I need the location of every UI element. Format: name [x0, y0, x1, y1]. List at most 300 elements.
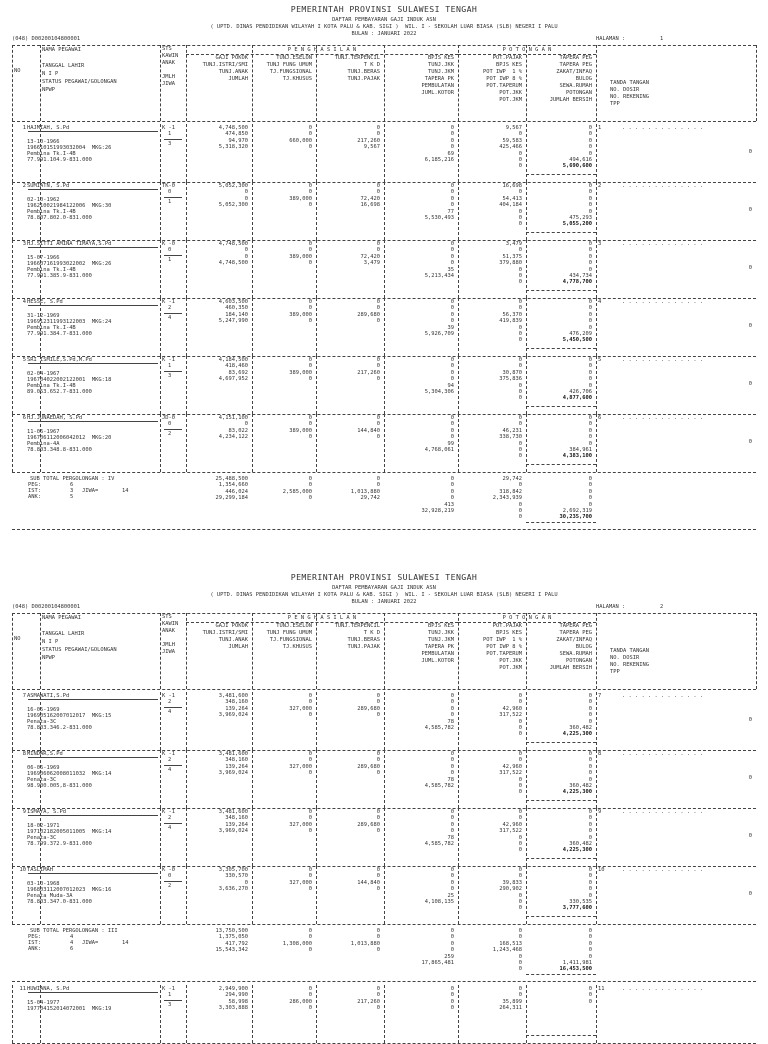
- employee-number: 9: [22, 809, 26, 815]
- page-label: HALAMAN :: [596, 604, 626, 610]
- employee-c8: 0: [588, 867, 592, 873]
- col-signature: NO. DOSIR: [610, 655, 640, 661]
- net-rule: [526, 406, 596, 407]
- employee-c8: 0: [588, 992, 592, 999]
- employee-c6: 0: [450, 867, 454, 873]
- rank: Penata-3C: [27, 719, 57, 725]
- employee-c8: 0: [588, 879, 592, 886]
- col-col7: POT IWP 1 %: [483, 69, 522, 75]
- row-col-rule: [160, 866, 161, 924]
- potongan-title: P O T O N G A N: [502, 47, 552, 53]
- employee-c8: 0: [588, 892, 592, 899]
- row-col-rule: [160, 356, 161, 414]
- col-signature: NO. DOSIR: [610, 87, 640, 93]
- employee-c4: 0: [308, 363, 312, 370]
- dosir-number: 4: [598, 299, 602, 305]
- employee-name: HAJMIAH, S.Pd: [27, 125, 70, 131]
- employee-c4: 0: [308, 299, 312, 305]
- employee-c7: 379,880: [499, 260, 522, 267]
- employee-c8: 0: [588, 815, 592, 822]
- employee-c8: 0: [588, 311, 592, 318]
- employee-c8: 0: [588, 699, 592, 706]
- employee-c5: 0: [376, 125, 380, 131]
- employee-number: 4: [22, 299, 26, 305]
- employee-c8: 0: [588, 382, 592, 389]
- col-col8: TAPERA PEG: [559, 62, 592, 68]
- col-col7: POT.PAJAK: [492, 55, 522, 61]
- signature-line: . . . . . . . . . . . . .: [622, 183, 704, 189]
- col-col4: TJ.FUNGSIONAL: [269, 637, 312, 643]
- employee-c3: 348,160: [225, 815, 248, 822]
- employee-c6: 0: [450, 809, 454, 815]
- npwp: 78.803.346.2-831.000: [27, 725, 92, 731]
- subtotal-c7: 0: [518, 934, 522, 941]
- employee-c6: 0: [450, 998, 454, 1005]
- subtotal-c8: 0: [588, 953, 592, 960]
- employee-name: ISMAYA, S.Pd: [27, 809, 66, 815]
- employee-c4: 0: [308, 757, 312, 764]
- col-col3: TUNJ.ISTRI/SMI: [202, 630, 248, 636]
- col-col8: BULOG: [575, 644, 592, 650]
- employee-c8: 475,293: [569, 215, 592, 221]
- employee-c3: 330,570: [225, 873, 248, 880]
- employee-c3: 348,160: [225, 757, 248, 764]
- col-signature: NO. REKENING: [610, 94, 649, 100]
- unit-name: ( UPTD. DINAS PENDIDIKAN WILAYAH I KOTA PALU & KAB. SIGI ) WIL. I - SEKOLAH LUAR BIASA (SLB) NEGERI I PALU: [210, 24, 558, 30]
- employee-c5: 0: [376, 699, 380, 706]
- employee-c7: 0: [518, 415, 522, 421]
- employee-c8: 0: [588, 763, 592, 770]
- employee-c7: 317,522: [499, 712, 522, 719]
- subtotal-c3: 417,792: [225, 940, 248, 947]
- employee-c8: 0: [588, 253, 592, 260]
- employee-c8: 0: [588, 776, 592, 783]
- employee-c3: 4,748,500: [218, 260, 248, 267]
- nip: 196704022002122001 MKG:18: [27, 377, 112, 383]
- status-rule: [164, 881, 182, 882]
- col-employee: NAMA PEGAWAI: [42, 615, 81, 621]
- col-col7: POT.JKK: [499, 658, 522, 664]
- employee-c6: 0: [450, 318, 454, 325]
- employee-c3: 4,748,500: [218, 241, 248, 247]
- employee-c7: 0: [518, 751, 522, 757]
- employee-c4: 0: [308, 183, 312, 189]
- employee-c7: 404,184: [499, 202, 522, 209]
- tpp: 0: [748, 149, 752, 155]
- family-count: 1: [168, 199, 172, 205]
- col-col7: POT IWP 8 %: [486, 76, 522, 82]
- col-col8: SEWA.RUMAH: [559, 651, 592, 657]
- employee-c6: 5,304,306: [424, 389, 454, 395]
- status-rule: [164, 139, 182, 140]
- col-employee: STATUS PEGAWAI/GOLONGAN: [42, 647, 117, 653]
- subtotal-c8: 2,692,319: [562, 508, 592, 514]
- col-col4: TJ.FUNGSIONAL: [269, 69, 312, 75]
- col-no: NO: [14, 636, 21, 642]
- employee-c6: 94: [447, 382, 454, 389]
- row-left-rule: [12, 240, 13, 298]
- name-underline: [28, 757, 158, 758]
- employee-c8: 0: [588, 873, 592, 880]
- npwp: 78.803.347.0-831.000: [27, 899, 92, 905]
- employee-c4: 0: [308, 247, 312, 254]
- children-count: 0: [168, 189, 172, 195]
- net-pay: 3,777,600: [562, 905, 592, 912]
- employee-c4: 0: [308, 699, 312, 706]
- employee-c8: 0: [588, 434, 592, 441]
- employee-c6: 0: [450, 376, 454, 383]
- employee-c5: 0: [376, 757, 380, 764]
- dosir-number: 10: [598, 867, 605, 873]
- birth-date: 16-05-1969: [27, 707, 60, 713]
- net-rule: [526, 174, 596, 175]
- name-underline: [28, 131, 158, 132]
- col-col8: SEWA.RUMAH: [559, 83, 592, 89]
- rank: Pembina Tk.I-4B: [27, 151, 76, 157]
- employee-c3: 2,949,900: [218, 986, 248, 992]
- family-count: 1: [168, 257, 172, 263]
- birth-date: 02-04-1967: [27, 371, 60, 377]
- page-label: HALAMAN :: [596, 36, 626, 42]
- dosir-number: 8: [598, 751, 602, 757]
- subtotal-c8: 0: [588, 482, 592, 489]
- row-col-rule: [596, 298, 597, 356]
- signature-line: . . . . . . . . . . . . .: [622, 867, 704, 873]
- npwp: 98.900.005,8-831.000: [27, 783, 92, 789]
- name-underline: [28, 247, 158, 248]
- col-col4: TUNJ FUNG UMUM: [266, 62, 312, 68]
- employee-c3: 4,697,952: [218, 376, 248, 383]
- employee-c3: 0: [244, 247, 248, 254]
- employee-c8: 0: [588, 202, 592, 209]
- employee-name: TASLIMAH: [27, 867, 53, 873]
- employee-c8: 0: [588, 324, 592, 331]
- marital-status: K -1: [162, 125, 175, 131]
- employee-c7: 54,413: [502, 195, 522, 202]
- employee-c6: 0: [450, 357, 454, 363]
- period: BULAN : JANUARI 2022: [351, 31, 417, 37]
- employee-c6: 25: [447, 892, 454, 899]
- employee-c7: 290,902: [499, 886, 522, 893]
- employee-c6: 0: [450, 705, 454, 712]
- employee-c6: 0: [450, 1005, 454, 1012]
- employee-c4: 0: [308, 318, 312, 325]
- employee-number: 11: [19, 986, 26, 992]
- name-underline: [28, 873, 158, 874]
- employee-c7: 375,836: [499, 376, 522, 383]
- subtotal-peg-label: PEG:: [28, 482, 41, 488]
- employee-c6: 0: [450, 299, 454, 305]
- employee-c6: 0: [450, 712, 454, 719]
- employee-c7: 42,960: [502, 821, 522, 828]
- employee-c7: 42,960: [502, 763, 522, 770]
- subtotal-c8: 1,411,981: [562, 960, 592, 966]
- employee-c4: 0: [308, 357, 312, 363]
- employee-c7: 0: [518, 718, 522, 725]
- employee-c6: 0: [450, 986, 454, 992]
- npwp: 77.991.384.7-831.000: [27, 331, 92, 337]
- employee-number: 1: [22, 125, 26, 131]
- employee-name: HJ.JUNAEDAH, S.Pd: [27, 415, 83, 421]
- employee-c6: 0: [450, 305, 454, 312]
- employee-c6: 0: [450, 189, 454, 196]
- net-rule: [526, 742, 596, 743]
- employee-c7: 0: [518, 440, 522, 447]
- employee-c7: 0: [518, 389, 522, 395]
- col-col7: BPJS KES: [496, 62, 522, 68]
- subtotal-c7: 318,842: [499, 488, 522, 495]
- employee-c7: 0: [518, 809, 522, 815]
- employee-c3: 3,969,024: [218, 712, 248, 719]
- dosir-number: 11: [598, 986, 605, 992]
- employee-c7: 0: [518, 834, 522, 841]
- employee-c7: 0: [518, 279, 522, 286]
- name-underline: [28, 189, 158, 190]
- employee-c7: 0: [518, 783, 522, 789]
- employee-c5: 0: [376, 376, 380, 383]
- employee-c7: 0: [518, 363, 522, 370]
- subtotal-net-rule: [526, 974, 596, 975]
- subtotal-ist-label: IST:: [28, 488, 41, 494]
- employee-c7: 9,567: [505, 125, 522, 131]
- employee-c6: 0: [450, 363, 454, 370]
- employee-c6: 4,585,782: [424, 725, 454, 731]
- row-left-rule: [12, 866, 13, 924]
- subtotal-c8: 0: [588, 934, 592, 941]
- net-pay: 5,690,600: [562, 163, 592, 170]
- status-rule: [164, 197, 182, 198]
- table-left-rule: [12, 45, 13, 121]
- employee-c6: 69: [447, 150, 454, 157]
- net-rule: [526, 464, 596, 465]
- employee-c6: 0: [450, 137, 454, 144]
- employee-c4: 0: [308, 131, 312, 138]
- employee-c6: 0: [450, 873, 454, 880]
- page-subtitle: DAFTAR PEMBAYARAN GAJI INDUK ASN: [332, 585, 436, 591]
- subtotal-c7: 0: [518, 960, 522, 966]
- row-left-rule: [12, 298, 13, 356]
- children-count: 2: [168, 815, 172, 821]
- col-col7: POT IWP 8 %: [486, 644, 522, 650]
- employee-c4: 0: [308, 873, 312, 880]
- employee-c4: 0: [308, 770, 312, 777]
- employee-c6: 0: [450, 247, 454, 254]
- employee-c8: 330,535: [569, 899, 592, 905]
- subtotal-jiwa: 14: [122, 488, 129, 494]
- employee-c3: 5,052,300: [218, 202, 248, 209]
- subtotal-c3: 15,543,342: [215, 947, 248, 954]
- col-col3: JUMLAH: [228, 76, 248, 82]
- employee-c4: 0: [308, 189, 312, 196]
- employee-c8: 0: [588, 299, 592, 305]
- tpp: 0: [748, 775, 752, 781]
- employee-c6: 78: [447, 834, 454, 841]
- col-employee: N I P: [42, 71, 59, 77]
- birth-date: 11-06-1967: [27, 429, 60, 435]
- subtotal-c5: 0: [376, 947, 380, 954]
- employee-c3: 0: [244, 189, 248, 196]
- col-col3: GAJI POKOK: [215, 623, 248, 629]
- signature-line: . . . . . . . . . . . . .: [622, 809, 704, 815]
- employee-c4: 0: [308, 712, 312, 719]
- employee-c7: 317,522: [499, 828, 522, 835]
- employee-c7: 30,870: [502, 369, 522, 376]
- employee-c4: 389,000: [289, 427, 312, 434]
- family-count: 3: [168, 141, 172, 147]
- employee-c7: 0: [518, 847, 522, 854]
- employee-c3: 83,022: [228, 427, 248, 434]
- employee-c8: 0: [588, 363, 592, 370]
- header-col-rule: [160, 613, 161, 689]
- employee-c8: 0: [588, 718, 592, 725]
- employee-c8: 0: [588, 369, 592, 376]
- subtotal-c8: 0: [588, 928, 592, 934]
- employee-c4: 0: [308, 815, 312, 822]
- subtotal-c6: 0: [450, 476, 454, 482]
- signature-line: . . . . . . . . . . . . .: [622, 241, 704, 247]
- col-col4: TUNJ.ESELON: [276, 623, 312, 629]
- dosir-number: 3: [598, 241, 602, 247]
- employee-c6: 0: [450, 369, 454, 376]
- employee-c7: 317,522: [499, 770, 522, 777]
- dosir-number: 2: [598, 183, 602, 189]
- col-status: JIWA: [162, 649, 175, 655]
- subtotal-c7: 2,343,939: [492, 495, 522, 502]
- employee-c7: 0: [518, 208, 522, 215]
- row-col-rule: [596, 808, 597, 866]
- employee-c5: 0: [376, 241, 380, 247]
- signature-line: . . . . . . . . . . . . .: [622, 357, 704, 363]
- signature-line: . . . . . . . . . . . . .: [622, 693, 704, 699]
- employee-c4: 389,000: [289, 253, 312, 260]
- tpp: 0: [748, 323, 752, 329]
- subtotal-rule: [12, 981, 756, 982]
- nip: 196607161993022002 MKG:26: [27, 261, 112, 267]
- col-col6: TUNJ.JKM: [428, 69, 454, 75]
- employee-c6: 0: [450, 992, 454, 999]
- subtotal-ank: 5: [70, 494, 74, 500]
- children-count: 2: [168, 305, 172, 311]
- employee-c7: 0: [518, 867, 522, 873]
- row-left-rule: [12, 985, 13, 1043]
- employee-c5: 0: [376, 809, 380, 815]
- table-right-rule: [756, 45, 757, 121]
- net-rule: [526, 800, 596, 801]
- subtotal-c4: 0: [308, 928, 312, 934]
- col-col3: TUNJ.ISTRI/SMI: [202, 62, 248, 68]
- nip: 196912311993122003 MKG:24: [27, 319, 112, 325]
- subtotal-c7: 0: [518, 501, 522, 508]
- col-col7: POT.JKM: [499, 97, 522, 103]
- subtotal-c5: 1,013,880: [350, 488, 380, 495]
- family-count: 3: [168, 1002, 172, 1008]
- employee-c7: 0: [518, 776, 522, 783]
- employee-c4: 0: [308, 992, 312, 999]
- employee-c3: 3,481,600: [218, 693, 248, 699]
- employee-c5: 289,680: [357, 311, 380, 318]
- subtotal-c8: 0: [588, 495, 592, 502]
- employee-c4: 0: [308, 867, 312, 873]
- employee-c8: 0: [588, 751, 592, 757]
- row-col-rule: [160, 240, 161, 298]
- employee-c7: 0: [518, 273, 522, 279]
- subtotal-c4: 0: [308, 495, 312, 502]
- employee-c6: 4,585,782: [424, 841, 454, 847]
- col-employee: TANGGAL LAHIR: [42, 631, 85, 637]
- employee-c6: 0: [450, 699, 454, 706]
- employee-c7: 0: [518, 699, 522, 706]
- employee-c5: 0: [376, 415, 380, 421]
- employee-c4: 0: [308, 809, 312, 815]
- employee-c3: 0: [244, 195, 248, 202]
- employee-c8: 0: [588, 757, 592, 764]
- employee-c3: 0: [244, 253, 248, 260]
- status-rule: [164, 429, 182, 430]
- employee-c4: 0: [308, 1005, 312, 1012]
- employee-c7: 0: [518, 131, 522, 138]
- employee-c3: 3,303,888: [218, 1005, 248, 1012]
- row-col-rule: [160, 124, 161, 182]
- col-no: NO: [14, 68, 21, 74]
- name-underline: [28, 992, 158, 993]
- employee-c8: 0: [588, 195, 592, 202]
- status-rule: [164, 255, 182, 256]
- col-col4: TJ.KHUSUS: [282, 76, 312, 82]
- employee-c5: 0: [376, 305, 380, 312]
- rank: Penata Muda-3A: [27, 893, 73, 899]
- net-pay: 16,453,500: [559, 966, 592, 973]
- header-col-rule: [40, 613, 41, 689]
- birth-date: 03-10-1968: [27, 881, 60, 887]
- employee-c7: 264,311: [499, 1005, 522, 1012]
- doc-code: (048) D00200104800001: [12, 604, 81, 610]
- employee-number: 3: [22, 241, 26, 247]
- marital-status: K -1: [162, 751, 175, 757]
- subtotal-c7: 29,742: [502, 476, 522, 482]
- marital-status: K -0: [162, 241, 175, 247]
- employee-c3: 5,052,300: [218, 183, 248, 189]
- employee-c7: 0: [518, 453, 522, 460]
- col-col7: POT IWP 1 %: [483, 637, 522, 643]
- employee-c6: 99: [447, 440, 454, 447]
- employee-c3: 4,603,500: [218, 299, 248, 305]
- employee-c5: 72,420: [360, 253, 380, 260]
- employee-c5: 0: [376, 693, 380, 699]
- col-col7: POT.PAJAK: [492, 623, 522, 629]
- employee-c5: 0: [376, 828, 380, 835]
- row-col-rule: [160, 808, 161, 866]
- employee-c3: 474,850: [225, 131, 248, 138]
- subtotal-c3: 1,375,050: [218, 934, 248, 941]
- employee-c8: 0: [588, 247, 592, 254]
- subtotal-c7: 0: [518, 514, 522, 521]
- employee-name: SRI ISMILE,S.Pd,M.Pd: [27, 357, 92, 363]
- employee-number: 7: [22, 693, 26, 699]
- status-rule: [164, 707, 182, 708]
- children-count: 1: [168, 363, 172, 369]
- employee-c3: 5,318,320: [218, 144, 248, 151]
- name-underline: [28, 421, 158, 422]
- subtotal-c6: 0: [450, 495, 454, 502]
- page-number: 1: [660, 36, 664, 42]
- row-col-rule: [40, 985, 41, 1043]
- net-rule: [526, 858, 596, 859]
- family-count: 4: [168, 315, 172, 321]
- employee-c5: 72,420: [360, 195, 380, 202]
- employee-c7: 0: [518, 189, 522, 196]
- subtotal-jiwa: 14: [122, 940, 129, 946]
- name-underline: [28, 363, 158, 364]
